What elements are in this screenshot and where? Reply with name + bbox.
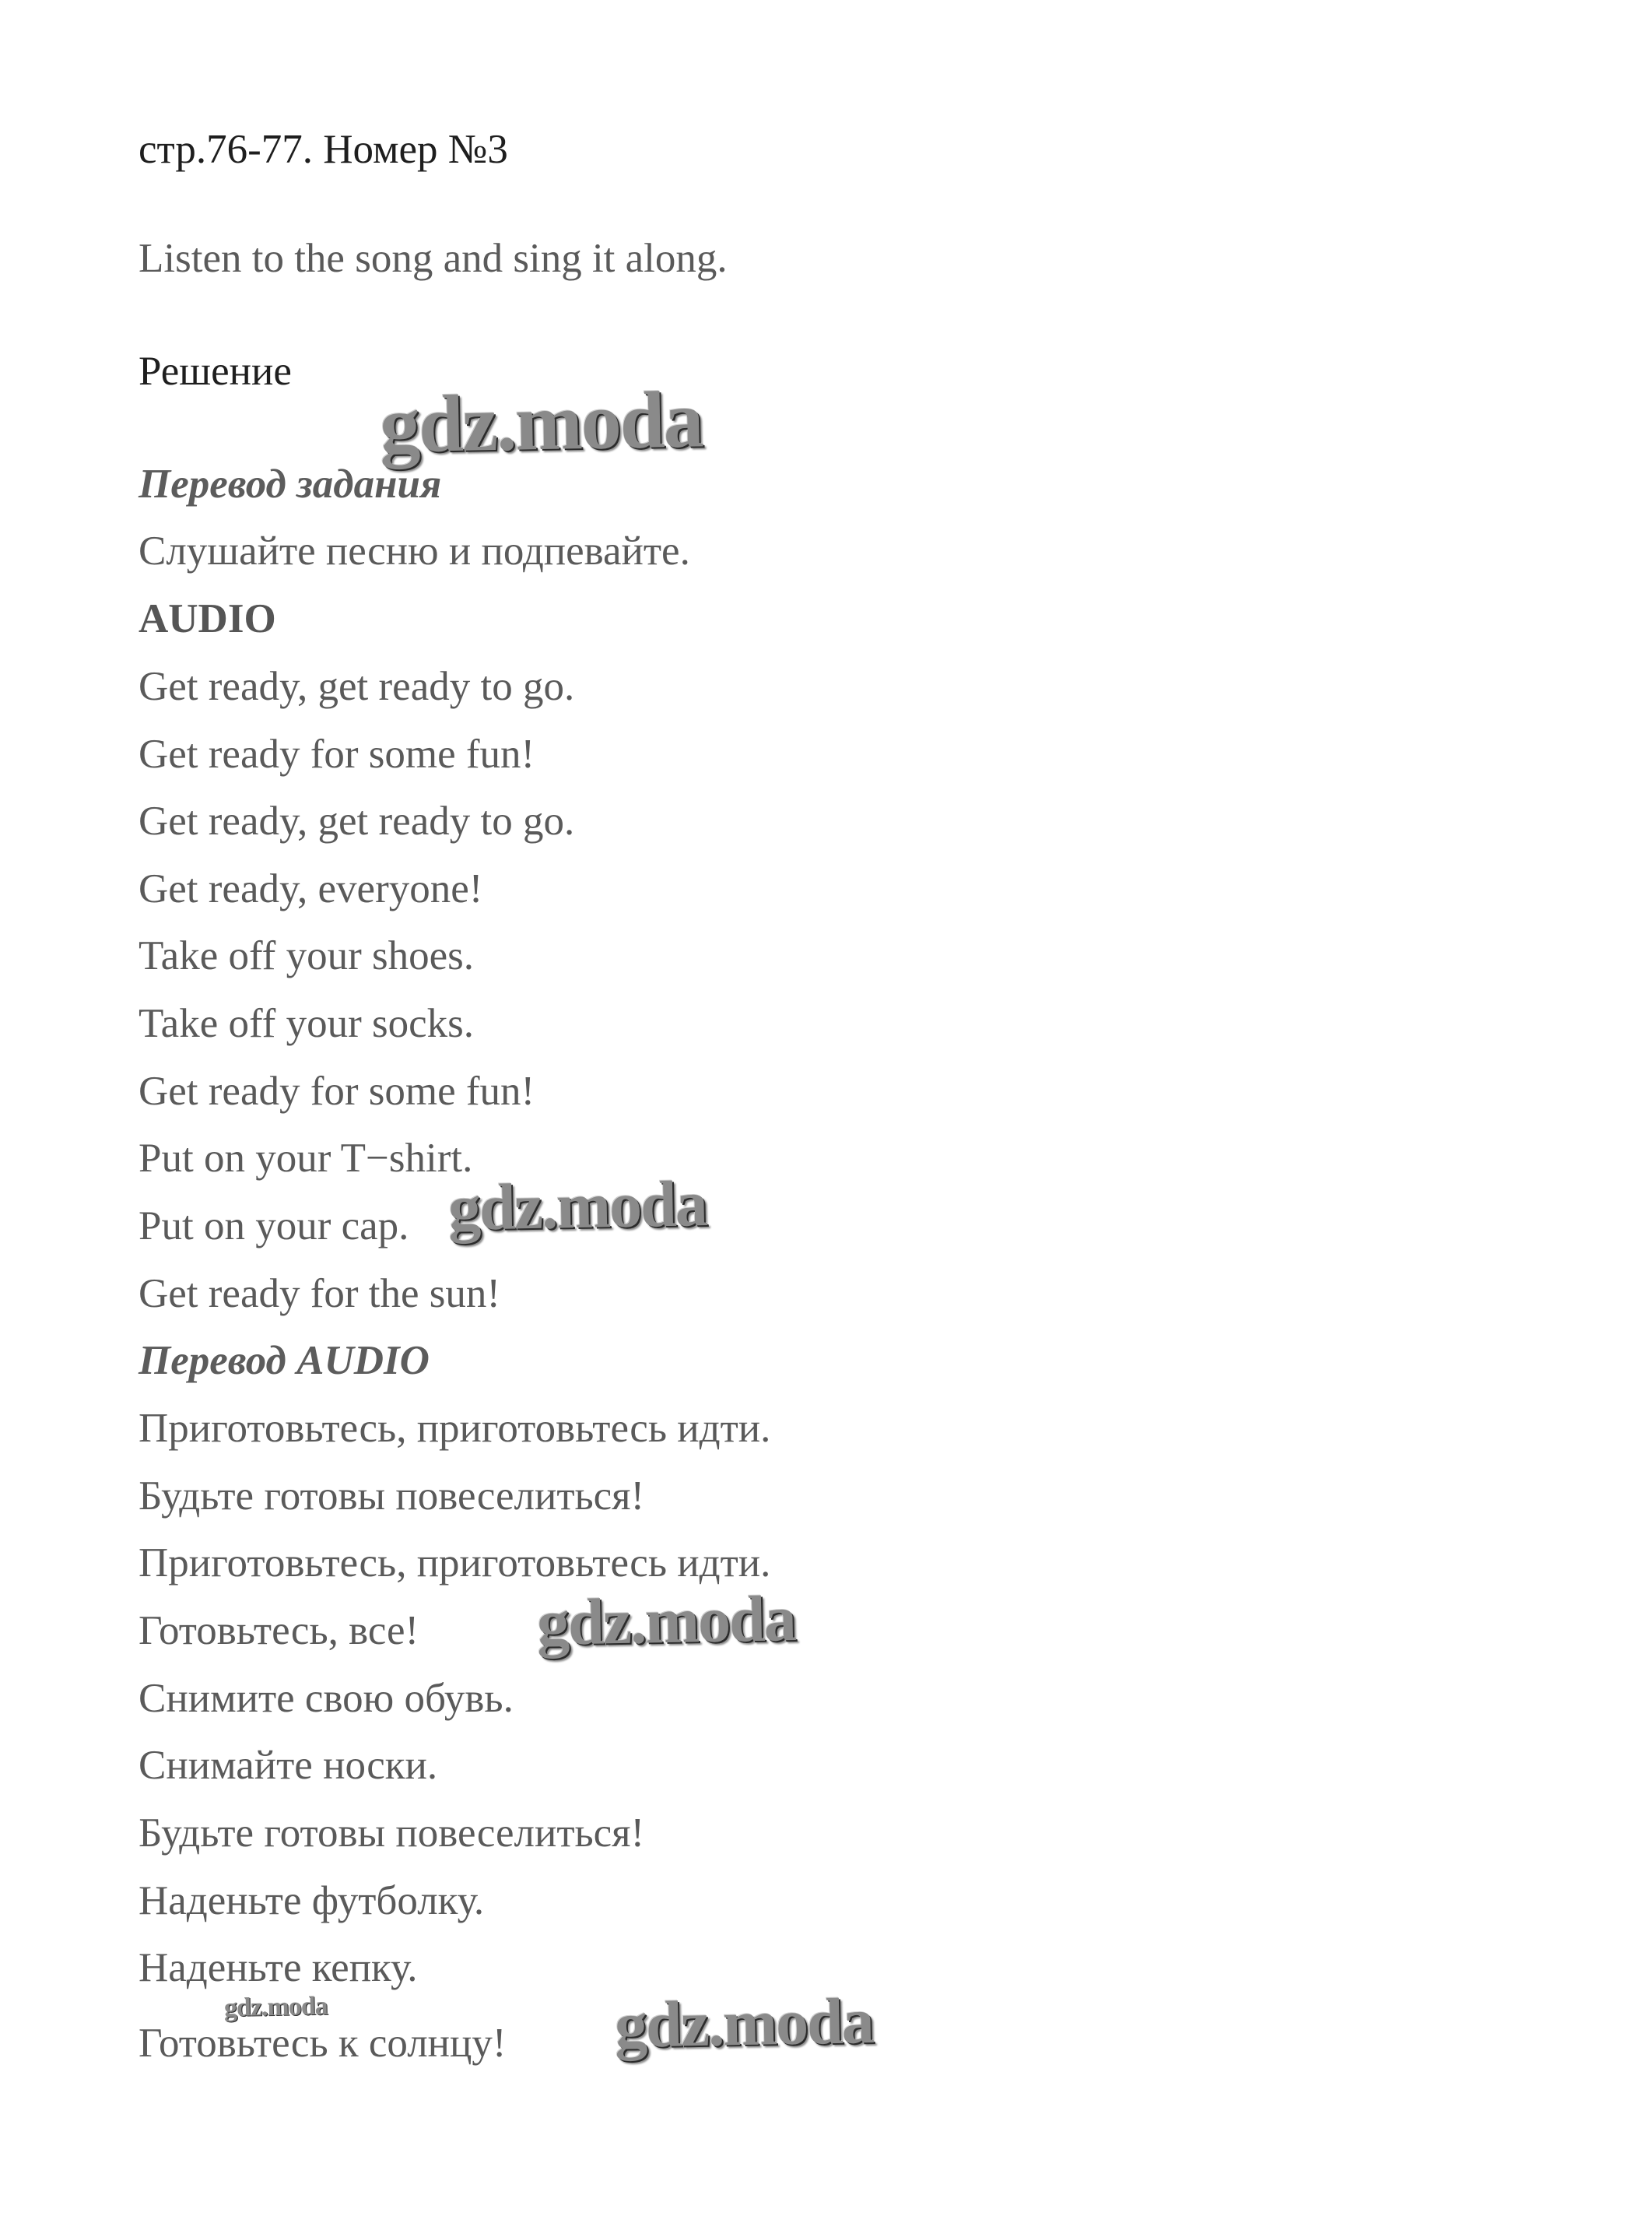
audio-line: Take off your shoes.: [139, 933, 474, 978]
translation-line: Приготовьтесь, приготовьтесь идти.: [139, 1540, 771, 1586]
translation-line: Готовьтесь к солнцу!: [139, 2021, 507, 2066]
translation-audio-heading: Перевод AUDIO: [139, 1338, 430, 1383]
translation-task-heading: Перевод задания: [139, 462, 442, 507]
watermark: gdz.moda: [223, 1991, 328, 2023]
translation-task-text: Слушайте песню и подпевайте.: [139, 529, 690, 574]
audio-line: Get ready for some fun!: [139, 732, 535, 777]
audio-line: Get ready, everyone!: [139, 866, 483, 911]
watermark: gdz.moda: [447, 1168, 707, 1245]
translation-line: Снимайте носки.: [139, 1743, 438, 1788]
audio-line: Get ready for some fun!: [139, 1069, 535, 1114]
audio-line: Put on your cap.: [139, 1203, 409, 1248]
audio-line: Get ready, get ready to go.: [139, 799, 575, 844]
translation-line: Снимите свою обувь.: [139, 1676, 514, 1721]
translation-line: Будьте готовы повеселиться!: [139, 1810, 645, 1856]
task-text: Listen to the song and sing it along.: [139, 236, 728, 281]
watermark: gdz.moda: [379, 374, 703, 470]
audio-line: Put on your T−shirt.: [139, 1136, 473, 1181]
translation-line: Готовьтесь, все!: [139, 1608, 419, 1653]
translation-line: Приготовьтесь, приготовьтесь идти.: [139, 1406, 771, 1451]
audio-line: Get ready, get ready to go.: [139, 664, 575, 709]
watermark: gdz.moda: [536, 1582, 796, 1659]
audio-line: Take off your socks.: [139, 1001, 474, 1046]
solution-label: Решение: [139, 349, 292, 394]
page-reference: стр.76-77. Номер №3: [139, 127, 508, 172]
translation-line: Будьте готовы повеселиться!: [139, 1473, 645, 1519]
translation-line: Наденьте футболку.: [139, 1878, 485, 1923]
translation-line: Наденьте кепку.: [139, 1945, 418, 1990]
audio-line: Get ready for the sun!: [139, 1271, 501, 1316]
audio-heading: AUDIO: [139, 596, 276, 641]
watermark: gdz.moda: [614, 1985, 874, 2062]
